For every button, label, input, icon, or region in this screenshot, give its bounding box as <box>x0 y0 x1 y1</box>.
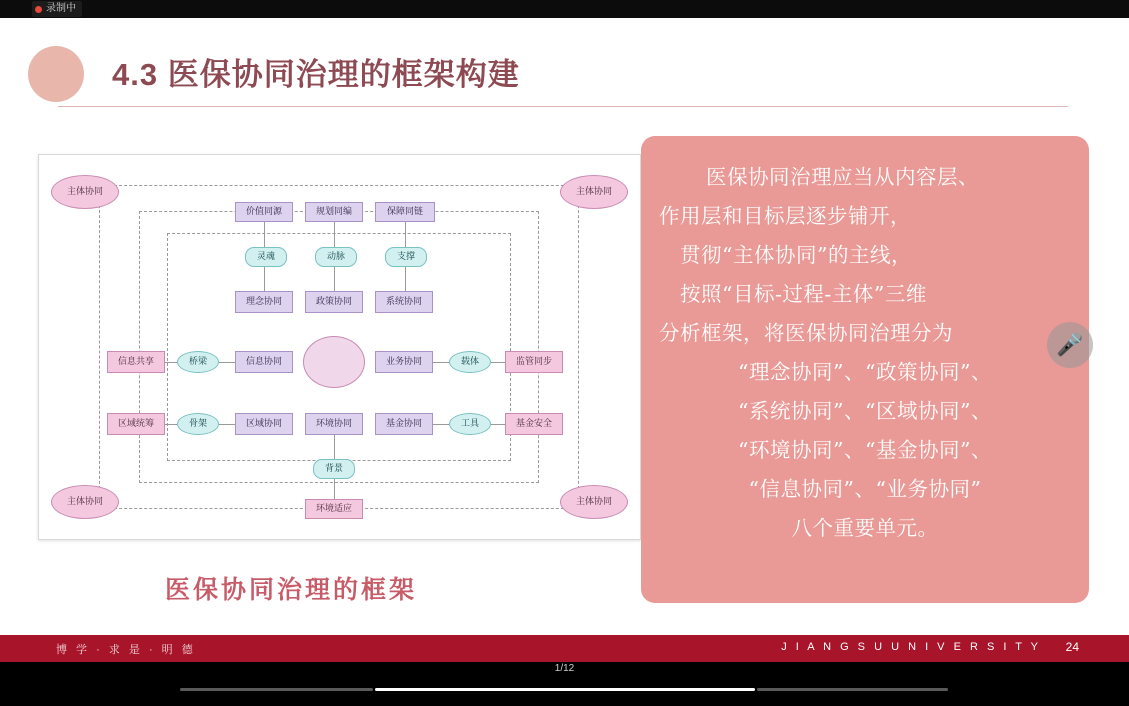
footer-page-number: 24 <box>1065 640 1079 654</box>
summary-line: 贯彻“主体协同”的主线， <box>659 243 912 267</box>
connector-line <box>405 222 406 247</box>
node-support: 支撑 <box>385 247 427 267</box>
node-information-collab: 信息协同 <box>235 351 293 373</box>
connector-line <box>491 424 505 425</box>
node-environment-adaption: 环境适应 <box>305 499 363 519</box>
summary-line: 按照“目标-过程-主体”三维 <box>659 282 927 306</box>
title-decoration-circle <box>28 46 84 102</box>
node-background: 背景 <box>313 459 355 479</box>
connector-line <box>334 479 335 499</box>
node-fund-safety: 基金安全 <box>505 413 563 435</box>
page-title: 4.3 医保协同治理的框架构建 <box>112 57 520 92</box>
summary-line: 医保协同治理应当从内容层、 <box>685 165 979 189</box>
page-indicator: 1/12 <box>554 663 575 674</box>
connector-line <box>334 222 335 247</box>
summary-line: 八个重要单元。 <box>791 516 939 540</box>
connector-line <box>264 222 265 247</box>
node-subject-collab-bottom-right: 主体协同 <box>560 485 628 519</box>
recording-label: 录制中 <box>46 3 76 14</box>
node-policy-collab: 政策协同 <box>305 291 363 313</box>
microphone-button[interactable] <box>1047 322 1093 368</box>
summary-line: 作用层和目标层逐步铺开， <box>659 204 911 228</box>
summary-line: “环境协同”、“基金协同”、 <box>738 438 992 462</box>
node-planning-same-weave: 规划同编 <box>305 202 363 222</box>
title-divider <box>58 106 1068 107</box>
node-concept-collab: 理念协同 <box>235 291 293 313</box>
node-subject-collab-bottom-left: 主体协同 <box>51 485 119 519</box>
connector-line <box>165 424 177 425</box>
microphone-icon: 🎤 <box>1056 332 1084 357</box>
footer-motto: 博 学 · 求 是 · 明 德 <box>56 644 196 656</box>
node-business-collab: 业务协同 <box>375 351 433 373</box>
node-supervision-sync: 监管同步 <box>505 351 563 373</box>
node-bridge: 桥梁 <box>177 351 219 373</box>
summary-text-card <box>641 136 1089 603</box>
connector-line <box>405 267 406 291</box>
recording-indicator[interactable] <box>32 1 82 17</box>
slide-footer <box>0 635 1129 662</box>
node-skeleton: 骨架 <box>177 413 219 435</box>
node-center-framework <box>303 336 365 388</box>
node-guarantee-same-chain: 保障同链 <box>375 202 435 222</box>
slide-canvas <box>0 18 1129 635</box>
connector-line <box>165 362 177 363</box>
summary-line: 分析框架，将医保协同治理分为 <box>659 321 953 345</box>
footer-university: J I A N G S U U N I V E R S I T Y <box>781 641 1041 653</box>
summary-line: “系统协同”、“区域协同”、 <box>738 399 992 423</box>
summary-line: “信息协同”、“业务协同” <box>748 477 982 501</box>
connector-line <box>491 362 505 363</box>
node-fund-collab: 基金协同 <box>375 413 433 435</box>
recording-bar <box>0 0 1129 18</box>
node-artery: 动脉 <box>315 247 357 267</box>
connector-line <box>219 424 235 425</box>
record-dot-icon <box>35 6 42 13</box>
connector-line <box>334 267 335 291</box>
connector-line <box>334 435 335 459</box>
connector-line <box>264 267 265 291</box>
player-bar <box>0 662 1129 706</box>
node-tool: 工具 <box>449 413 491 435</box>
node-system-collab: 系统协同 <box>375 291 433 313</box>
summary-line: “理念协同”、“政策协同”、 <box>738 360 992 384</box>
connector-line <box>433 424 449 425</box>
progress-segment-next[interactable] <box>757 688 948 691</box>
framework-diagram <box>38 154 641 540</box>
node-subject-collab-top-left: 主体协同 <box>51 175 119 209</box>
node-regional-collab: 区域协同 <box>235 413 293 435</box>
node-soul: 灵魂 <box>245 247 287 267</box>
node-value-same-origin: 价值同源 <box>235 202 293 222</box>
connector-line <box>219 362 235 363</box>
node-carrier: 载体 <box>449 351 491 373</box>
diagram-caption: 医保协同治理的框架 <box>165 576 418 604</box>
connector-line <box>433 362 449 363</box>
progress-segment-current[interactable] <box>375 688 755 691</box>
summary-text <box>659 158 1071 548</box>
node-regional-planning: 区域统筹 <box>107 413 165 435</box>
node-subject-collab-top-right: 主体协同 <box>560 175 628 209</box>
node-environment-collab: 环境协同 <box>305 413 363 435</box>
node-information-sharing: 信息共享 <box>107 351 165 373</box>
progress-segment-prev[interactable] <box>180 688 373 691</box>
